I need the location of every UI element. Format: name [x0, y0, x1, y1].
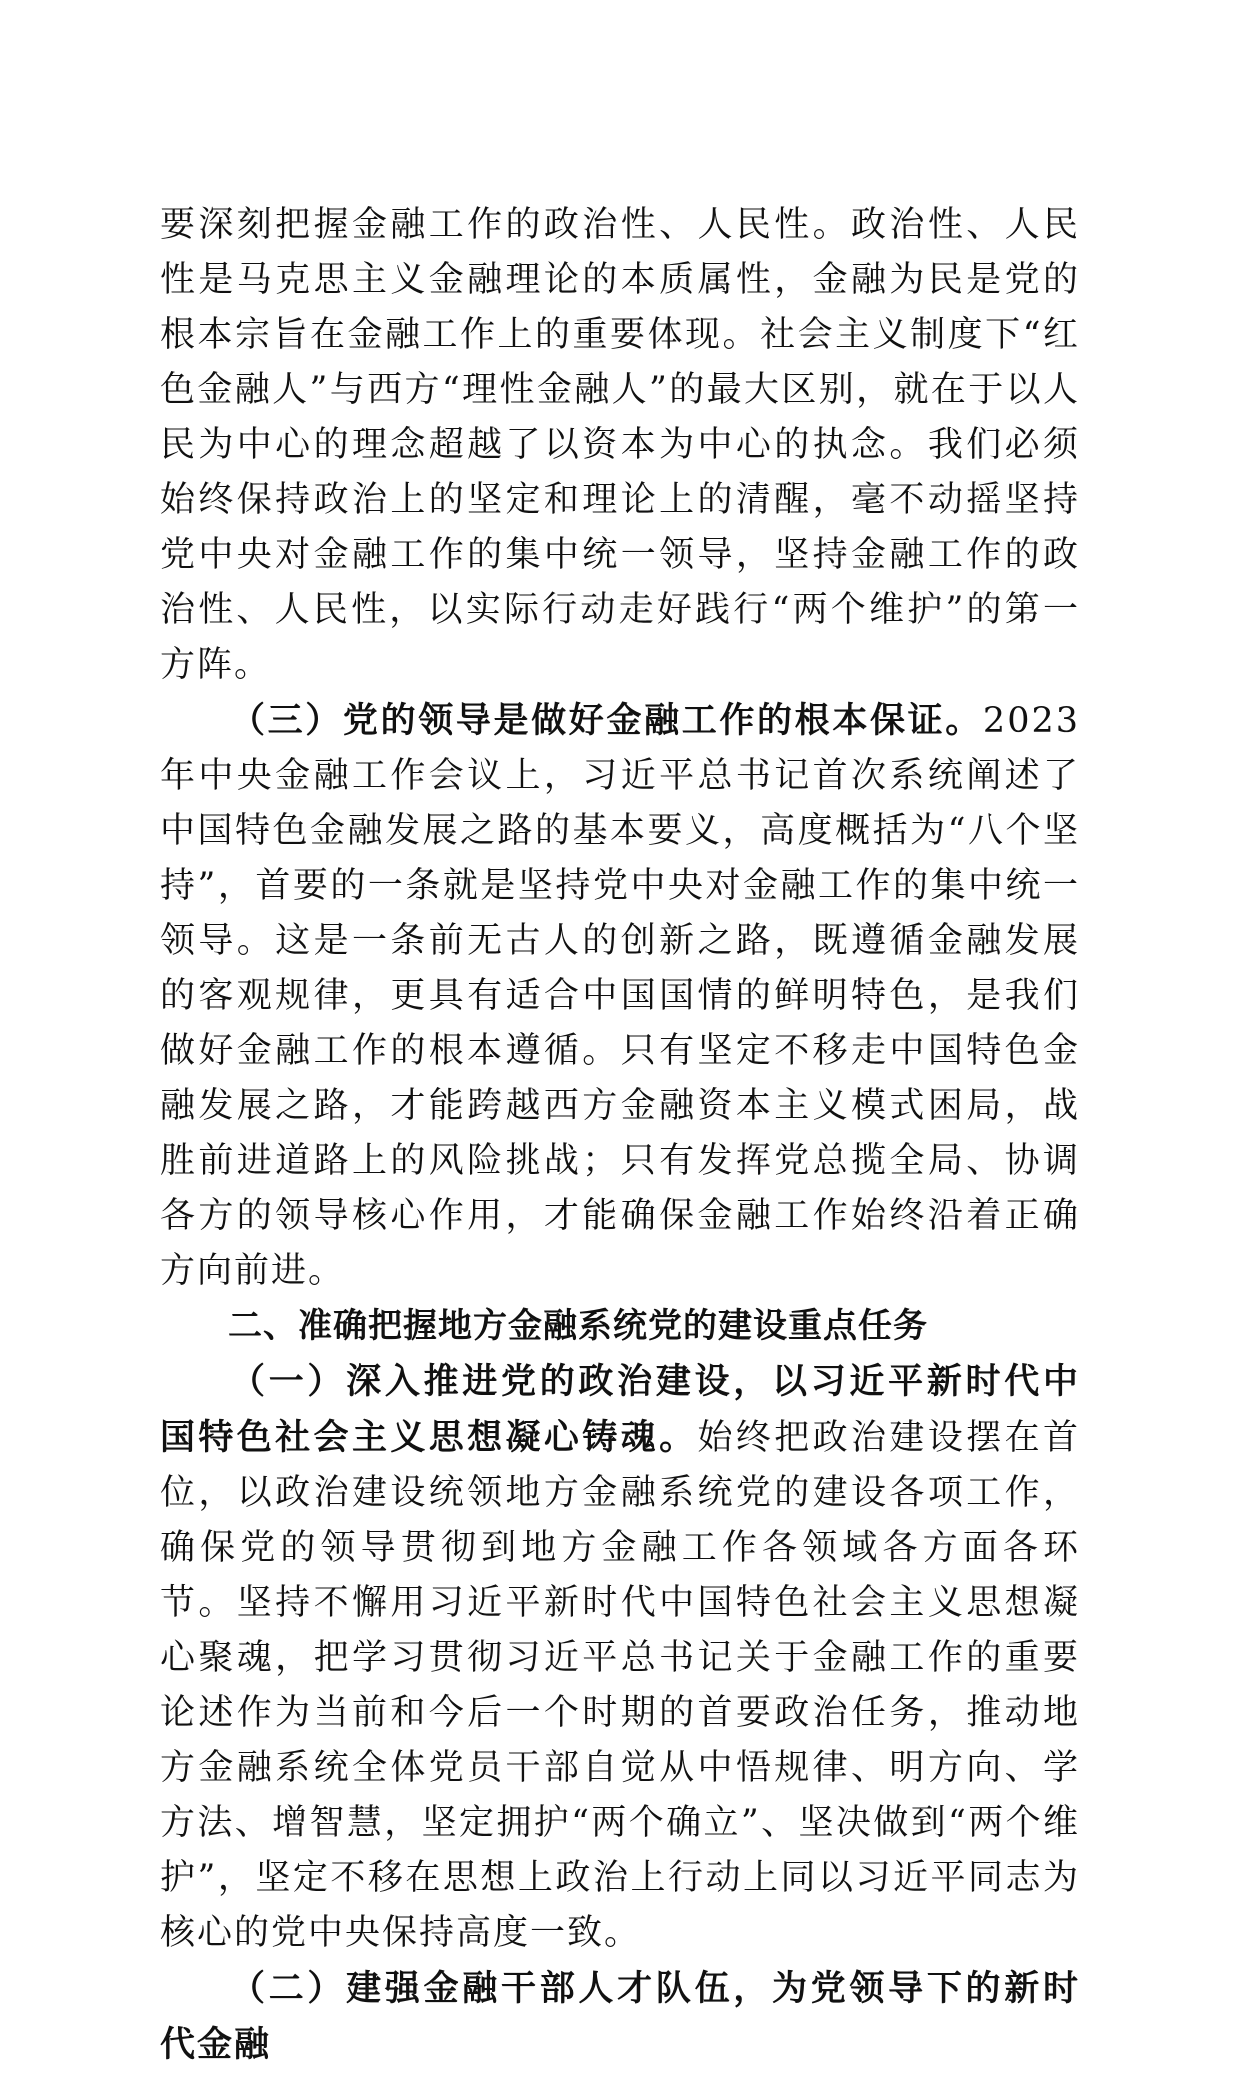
- paragraph-talent-team: [160, 1961, 1080, 2073]
- paragraph-lead: （二）建强金融干部人才队伍，为党领导下的新时代金融: [160, 1968, 1080, 2065]
- paragraph-political-construction: [160, 1354, 1080, 1961]
- paragraph-text: 2023年中央金融工作会议上，习近平总书记首次系统阐述了中国特色金融发展之路的基本要义，高度概括为“八个坚持”，首要的一条就是坚持党中央对金融工作的集中统一领导。这是一条前无古人的创新之路，既遵循金融发展的客观规律，更具有适合中国国情的鲜明特色，是我们做好金融工作的根本遵循。只有坚定不移走中国特色金融发展之路，才能跨越西方金融资本主义模式困局，战胜前进道路上的风险挑战；只有发挥党总揽全局、协调各方的领导核心作用，才能确保金融工作始终沿着正确方向前进。: [160, 701, 1080, 1291]
- paragraph-lead: （一）深入推进党的政治建设，以习近平新时代中国特色社会主义思想凝心铸魂。: [160, 1361, 1080, 1458]
- paragraph-text: 要深刻把握金融工作的政治性、人民性。政治性、人民性是马克思主义金融理论的本质属性，金融为民是党的根本宗旨在金融工作上的重要体现。社会主义制度下“红色金融人”与西方“理性金融人”的最大区别，就在于以人民为中心的理念超越了以资本为中心的执念。我们必须始终保持政治上的坚定和理论上的清醒，毫不动摇坚持党中央对金融工作的集中统一领导，坚持金融工作的政治性、人民性，以实际行动走好践行“两个维护”的第一方阵。: [160, 205, 1080, 685]
- paragraph-political-people-nature: [160, 198, 1080, 693]
- section-heading-key-tasks: 二、准确把握地方金融系统党的建设重点任务: [228, 1306, 928, 1346]
- paragraph-party-leadership-guarantee: [160, 693, 1080, 1299]
- paragraph-text: 始终把政治建设摆在首位，以政治建设统领地方金融系统党的建设各项工作，确保党的领导贯彻到地方金融工作各领域各方面各环节。坚持不懈用习近平新时代中国特色社会主义思想凝心聚魂，把学习贯彻习近平总书记关于金融工作的重要论述作为当前和今后一个时期的首要政治任务，推动地方金融系统全体党员干部自觉从中悟规律、明方向、学方法、增智慧，坚定拥护“两个确立”、坚决做到“两个维护”，坚定不移在思想上政治上行动上同以习近平同志为核心的党中央保持高度一致。: [160, 1418, 1080, 1953]
- paragraph-lead: （三）党的领导是做好金融工作的根本保证。: [230, 700, 983, 741]
- document-body: [160, 198, 1080, 2073]
